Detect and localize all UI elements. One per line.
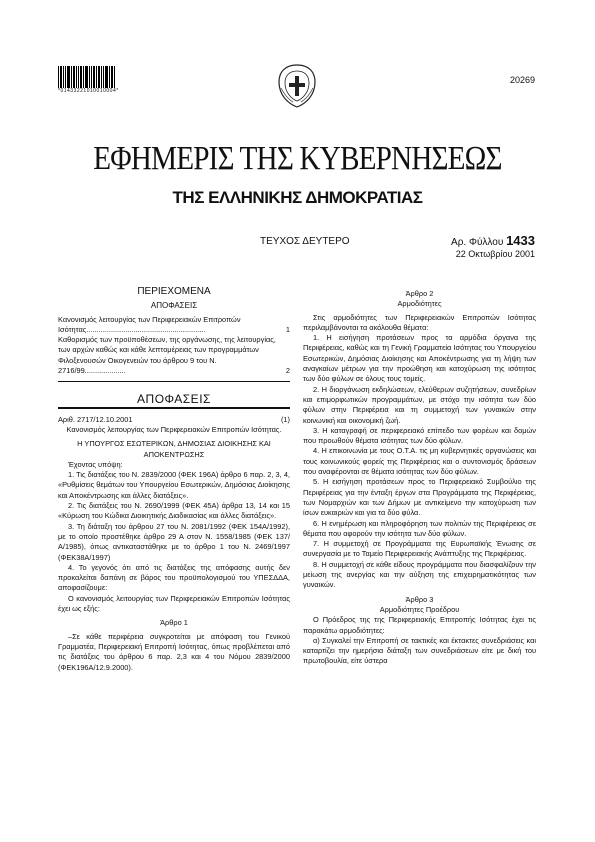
toc-item-page: 1 xyxy=(285,324,290,334)
left-column xyxy=(58,287,290,673)
article-item: 2. Η διοργάνωση εκδηλώσεων, ελεύθερων συζητήσεων, συνεδρίων και επιμορφωτικών προγραμμάτων, με στόχο την ισότητα των δύο φύλων στην Περιφέρεια και τη συμμετοχή των γυναικών στην κοινωνική και οικονομική ζωή. xyxy=(303,384,536,425)
sheet-label: Αρ. Φύλλου xyxy=(451,237,504,248)
decision-title: Κανονισμός λειτουργίας των Περιφερειακών Επιτροπών Ισότητας. xyxy=(66,424,282,434)
article-1-text: –Σε κάθε περιφέρεια συγκροτείται με απόφαση του Γενικού Γραμματέα, Περιφερειακή Επιτροπή Ισότητας, όπως προβλέπεται από τις διατάξεις του άρθρου 6 παρ. 2,3 και 4 του Νόμου 2839/2000 (ΦΕΚ196Α/12.9.2000). xyxy=(58,631,290,672)
right-column xyxy=(303,289,536,667)
authority: Η ΥΠΟΥΡΓΟΣ ΕΣΩΤΕΡΙΚΩΝ, ΔΗΜΟΣΙΑΣ ΔΙΟΙΚΗΣΗΣ ΚΑΙ ΑΠΟΚΕΝΤΡΩΣΗΣ xyxy=(77,439,271,459)
decision-number: (1) xyxy=(280,414,290,424)
paragraph: 2. Τις διατάξεις του Ν. 2690/1999 (ΦΕΚ 45Α) άρθρα 13, 14 και 15 «Κύρωση του Κώδικα Διοικητικής Διαδικασίας και άλλες διατάξεις». xyxy=(58,501,290,521)
contents-section: ΑΠΟΦΑΣΕΙΣ xyxy=(150,301,198,311)
toc-item-page: 2 xyxy=(285,366,290,376)
considering: Έχοντας υπόψη: xyxy=(68,459,123,469)
decision-ref: Αριθ. 2717/12.10.2001 xyxy=(58,414,133,424)
article-3-title: Άρθρο 3 xyxy=(405,594,434,604)
toc-item-text: Κανονισμός λειτουργίας των Περιφερειακών Επιτροπών Ισότητας.......................................................... xyxy=(58,314,241,334)
article-item: 6. Η ενημέρωση και πληροφόρηση των πολιτών της Περιφέρειας σε θέματα που αφορούν την ισότητα των δύο φύλων. xyxy=(303,518,536,538)
paragraph: 1. Τις διατάξεις του Ν. 2839/2000 (ΦΕΚ 196Α) άρθρο 6 παρ. 2, 3, 4, «Ρυθμίσεις θεμάτων του Υπουργείου Εσωτερικών, Δημόσιας Διοίκησης και Αποκέντρωσης και άλλες διατάξεις». xyxy=(58,470,290,500)
article-item: 8. Η συμμετοχή σε κάθε είδους προγράμματα που διασφαλίζουν την μείωση της ανεργίας και την αύξηση της επιχειρηματικότητας των γυναικών. xyxy=(303,559,536,590)
issue-label: ΤΕΥΧΟΣ ΔΕΥΤΕΡΟ xyxy=(260,236,350,247)
article-2-subtitle: Αρμοδιότητες xyxy=(397,299,442,309)
divider xyxy=(58,407,290,409)
coat-of-arms-icon xyxy=(275,62,319,110)
paragraph: Ο κανονισμός λειτουργίας των Περιφερειακών Επιτροπών Ισότητας έχει ως εξής: xyxy=(58,593,290,614)
barcode-number: *01433221010010004* xyxy=(58,88,119,94)
section-title: ΑΠΟΦΑΣΕΙΣ xyxy=(137,392,211,407)
gazette-subtitle: ΤΗΣ ΕΛΛΗΝΙΚΗΣ ΔΗΜΟΚΡΑΤΙΑΣ xyxy=(172,188,423,207)
toc-item xyxy=(58,315,290,336)
article-3-intro: Ο Πρόεδρος της της Περιφερειακής Επιτροπής Ισότητας έχει τις παρακάτω αρμοδιότητες: xyxy=(303,615,536,635)
article-3-item-a: α) Συγκαλεί την Επιτροπή σε τακτικές και έκτακτες συνεδριάσεις και καταρτίζει την ημερήσια διάταξη των συνεδριάσεων είτε με δική του πρωτοβουλία, είτε ύστερα xyxy=(303,635,536,666)
sheet-number-value: 1433 xyxy=(506,233,535,248)
article-item: 7. Η συμμετοχή σε Προγράμματα της Ευρωπαϊκής Ένωσης σε συνεργασία με το Ταμείο Περιφερειακής Ανάπτυξης της Περιφέρειας. xyxy=(303,539,536,559)
article-1-title: Άρθρο 1 xyxy=(160,618,188,628)
article-3-subtitle: Αρμοδιότητες Προέδρου xyxy=(379,604,460,614)
paragraph: 3. Τη διάταξη του άρθρου 27 του Ν. 2081/1992 (ΦΕΚ 154Α/1992), με το οποίο προστέθηκε άρθρο 29 Α στον Ν. 1558/1985 (ΦΕΚ 137/Α/1985), όπως αντικαταστάθηκε με το άρθρο 1 του Ν. 2469/1997 (ΦΕΚ38Α/1997) xyxy=(58,521,290,562)
article-2-title: Άρθρο 2 xyxy=(405,289,434,298)
divider xyxy=(58,381,290,382)
issue-date: 22 Οκτωβρίου 2001 xyxy=(455,249,535,259)
article-item: 4. Η επικοινωνία με τους Ο.Τ.Α. τις μη κυβερνητικές οργανώσεις και τους κοινωνικούς φορείς της Περιφέρειας και ο συντονισμός δράσεων που αναφέρονται σε θέματα ισότητας των δύο φύλων. xyxy=(303,446,536,477)
page-number: 20269 xyxy=(509,75,535,85)
article-item: 1. Η εισήγηση προτάσεων προς τα αρμόδια όργανα της Περιφέρειας, καθώς και τη Γενική Γραμματεία Ισότητας του Υπουργείου Εσωτερικών, Δημόσιας Διοίκησης και Αποκέντρωσης για τη λήψη των αναγκαίων μέτρων για την προώθηση και κατοχύρωση της ισότητας των δύο φύλων σε όλους τους τομείς. xyxy=(303,333,536,384)
article-item: 5. Η εισήγηση προτάσεων προς το Περιφερειακό Συμβούλιο της Περιφέρειας για την ένταξη έργων στα Προγράμματα της Περιφέρειας, των Νομαρχιών και των Δήμων με αντικείμενο την κατοχύρωση των ίσων ευκαιριών και για τα δύο φύλα. xyxy=(303,477,536,518)
paragraph: 4. Το γεγονός ότι από τις διατάξεις της απόφασης αυτής δεν προκαλείται δαπάνη σε βάρος του προϋπολογισμού του ΥΠΕΣΔΔΑ, αποφασίζουμε: xyxy=(58,562,290,593)
contents-title: ΠΕΡΙΕΧΟΜΕΝΑ xyxy=(137,286,211,297)
barcode xyxy=(58,62,128,88)
decision-header xyxy=(58,415,290,425)
toc-item-text: Καθορισμός των προϋποθέσεων, της οργάνωσης, της λειτουργίας, των αρχών καθώς και κάθε λεπτομέρειας των προγραμμάτων Φιλοξενουσών Οικογενειών του άρθρου 9 του Ν. 2716/99.................... xyxy=(58,335,276,376)
gazette-title: ΕΦΗΜΕΡΙΣ ΤΗΣ ΚΥΒΕΡΝΗΣΕΩΣ xyxy=(93,140,502,177)
article-item: 3. Η καταγραφή σε περιφερειακό επίπεδο των φορέων και δομών που προωθούν θέματα ισότητας των δύο φύλων. xyxy=(303,425,536,446)
toc-item xyxy=(58,335,290,376)
article-2-intro: Στις αρμοδιότητες των Περιφερειακών Επιτροπών Ισότητας περιλαμβάνονται τα ακόλουθα θέματα: xyxy=(303,312,536,332)
sheet-number xyxy=(451,233,535,248)
